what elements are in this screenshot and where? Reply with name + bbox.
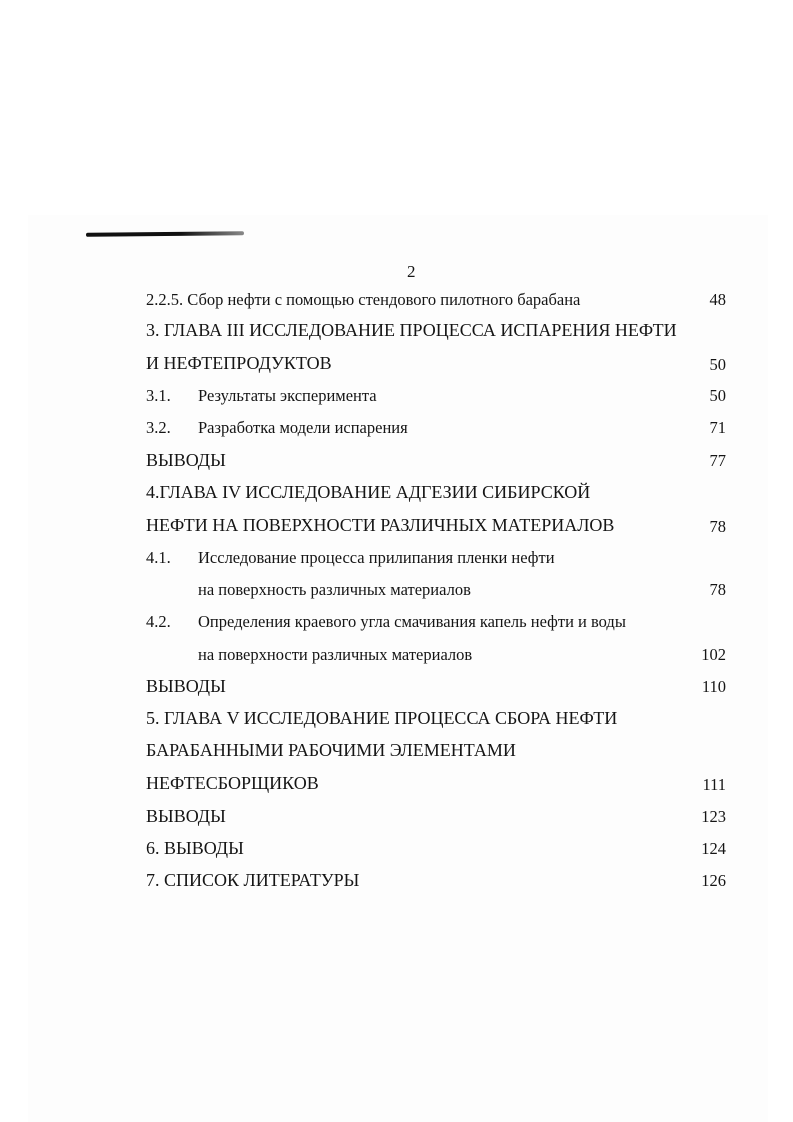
toc-entry bbox=[146, 450, 726, 476]
toc-entry bbox=[146, 515, 726, 541]
toc-entry-text: Результаты эксперимента bbox=[198, 386, 377, 405]
toc-entry bbox=[146, 482, 726, 508]
toc-entry-number: 3.2. bbox=[146, 418, 171, 437]
toc-entry-page: 102 bbox=[701, 645, 726, 664]
toc-entry-page: 78 bbox=[709, 580, 726, 599]
toc-entry-text: 7. СПИСОК ЛИТЕРАТУРЫ bbox=[146, 870, 360, 890]
toc-entry bbox=[146, 838, 726, 864]
toc-entry bbox=[146, 870, 726, 896]
toc-entry-page: 123 bbox=[701, 807, 726, 826]
toc-entry-page: 48 bbox=[709, 290, 726, 309]
toc-entry-text: 6. ВЫВОДЫ bbox=[146, 838, 244, 858]
toc-entry-text: Исследование процесса прилипания пленки нефти bbox=[198, 548, 555, 567]
toc-entry-text: 4.ГЛАВА IV ИССЛЕДОВАНИЕ АДГЕЗИИ СИБИРСКОЙ bbox=[146, 482, 591, 502]
toc-entry-page: 124 bbox=[701, 839, 726, 858]
toc-entry-number: 3.1. bbox=[146, 386, 171, 405]
toc-entry-text: НЕФТЕСБОРЩИКОВ bbox=[146, 773, 319, 793]
toc-entry-text: И НЕФТЕПРОДУКТОВ bbox=[146, 353, 332, 373]
toc-entry-number: 4.2. bbox=[146, 612, 171, 631]
toc-entry-text: Определения краевого угла смачивания капель нефти и воды bbox=[198, 612, 626, 631]
toc-entry bbox=[146, 418, 726, 444]
toc-entry-text: 3. ГЛАВА III ИССЛЕДОВАНИЕ ПРОЦЕССА ИСПАРЕНИЯ НЕФТИ bbox=[146, 320, 677, 340]
toc-entry bbox=[146, 773, 726, 799]
toc-entry bbox=[146, 645, 726, 671]
toc-entry-text: БАРАБАННЫМИ РАБОЧИМИ ЭЛЕМЕНТАМИ bbox=[146, 740, 516, 760]
toc-entry-text: ВЫВОДЫ bbox=[146, 450, 226, 470]
toc-entry-text: на поверхность различных материалов bbox=[198, 580, 471, 599]
toc-entry-page: 111 bbox=[702, 775, 726, 794]
toc-entry-page: 50 bbox=[709, 355, 726, 374]
toc-entry-page: 71 bbox=[709, 418, 726, 437]
toc-entry-page: 78 bbox=[709, 517, 726, 536]
toc-entry-text: Разработка модели испарения bbox=[198, 418, 408, 437]
toc-entry bbox=[146, 548, 726, 574]
toc-entry-page: 77 bbox=[709, 451, 726, 470]
toc-entry bbox=[146, 320, 726, 346]
toc-entry bbox=[146, 353, 726, 379]
toc-entry-page: 110 bbox=[701, 677, 726, 696]
toc-entry bbox=[146, 612, 726, 638]
toc-entry bbox=[146, 290, 726, 316]
toc-entry-text: НЕФТИ НА ПОВЕРХНОСТИ РАЗЛИЧНЫХ МАТЕРИАЛОВ bbox=[146, 515, 615, 535]
toc-entry bbox=[146, 386, 726, 412]
toc-entry bbox=[146, 676, 726, 702]
scan-margin bbox=[0, 0, 793, 215]
toc-entry-text: на поверхности различных материалов bbox=[198, 645, 473, 664]
toc-entry-page: 126 bbox=[701, 871, 726, 890]
toc-entry-text: ВЫВОДЫ bbox=[146, 806, 226, 826]
toc-entry bbox=[146, 708, 726, 734]
toc-entry-text: 5. ГЛАВА V ИССЛЕДОВАНИЕ ПРОЦЕССА СБОРА НЕФТИ bbox=[146, 708, 618, 728]
toc-entry-page: 50 bbox=[709, 386, 726, 405]
page-number: 2 bbox=[407, 262, 416, 281]
toc-entry-text: ВЫВОДЫ bbox=[146, 676, 226, 696]
toc-entry bbox=[146, 580, 726, 606]
toc-entry bbox=[146, 806, 726, 832]
toc-entry-number: 4.1. bbox=[146, 548, 171, 567]
toc-entry-text: 2.2.5. Сбор нефти с помощью стендового пилотного барабана bbox=[146, 290, 581, 309]
toc-entry bbox=[146, 740, 726, 766]
